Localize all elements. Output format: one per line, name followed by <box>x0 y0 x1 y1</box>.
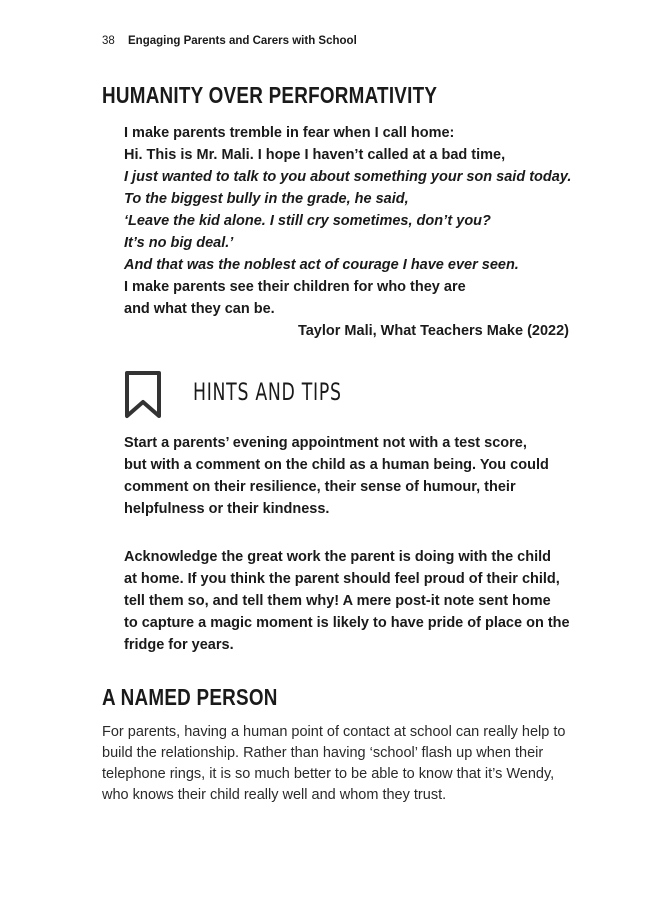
tip-line: tell them so, and tell them why! A mere post-it note sent home <box>124 593 551 609</box>
poem-line: And that was the noblest act of courage I have ever seen. <box>124 257 519 273</box>
bookmark-icon <box>124 370 162 420</box>
poem-line: I make parents tremble in fear when I call home: <box>124 125 455 141</box>
tip-line: Acknowledge the great work the parent is doing with the child <box>124 549 551 565</box>
poem-line: It’s no big deal.’ <box>124 235 234 251</box>
poem-line: ‘Leave the kid alone. I still cry sometimes, don’t you? <box>124 213 491 229</box>
poem-line: I just wanted to talk to you about something your son said today. <box>124 169 572 185</box>
poem-line: I make parents see their children for who they are <box>124 279 466 295</box>
body-line: telephone rings, it is so much better to be able to know that it’s Wendy, <box>102 766 555 782</box>
section-heading-humanity: HUMANITY OVER PERFORMATIVITY <box>102 82 438 108</box>
body-line: who knows their child really well and whom they trust. <box>102 787 447 803</box>
tip-line: helpfulness or their kindness. <box>124 501 330 517</box>
tip-line: fridge for years. <box>124 637 234 653</box>
page-number: 38 <box>102 35 115 47</box>
poem-line: To the biggest bully in the grade, he said, <box>124 191 409 207</box>
poem-line: and what they can be. <box>124 301 275 317</box>
body-line: For parents, having a human point of contact at school can really help to <box>102 724 566 740</box>
poem-line: Hi. This is Mr. Mali. I hope I haven’t called at a bad time, <box>124 147 506 163</box>
body-line: build the relationship. Rather than having ‘school’ flash up when their <box>102 745 544 761</box>
tip-line: Start a parents’ evening appointment not with a test score, <box>124 435 527 451</box>
poem-quote <box>124 122 574 342</box>
tip-paragraph-2 <box>124 546 574 656</box>
tip-paragraph-1 <box>124 432 574 520</box>
running-header <box>102 35 357 47</box>
body-paragraph <box>102 722 572 806</box>
section-heading-named-person: A NAMED PERSON <box>102 684 278 710</box>
tip-line: comment on their resilience, their sense of humour, their <box>124 479 516 495</box>
tip-line: at home. If you think the parent should feel proud of their child, <box>124 571 560 587</box>
tip-line: but with a comment on the child as a human being. You could <box>124 457 549 473</box>
hints-and-tips-title: HINTS AND TIPS <box>193 378 342 406</box>
running-title: Engaging Parents and Carers with School <box>128 35 357 47</box>
tip-line: to capture a magic moment is likely to have pride of place on the <box>124 615 570 631</box>
poem-attribution: Taylor Mali, What Teachers Make (2022) <box>297 323 569 339</box>
